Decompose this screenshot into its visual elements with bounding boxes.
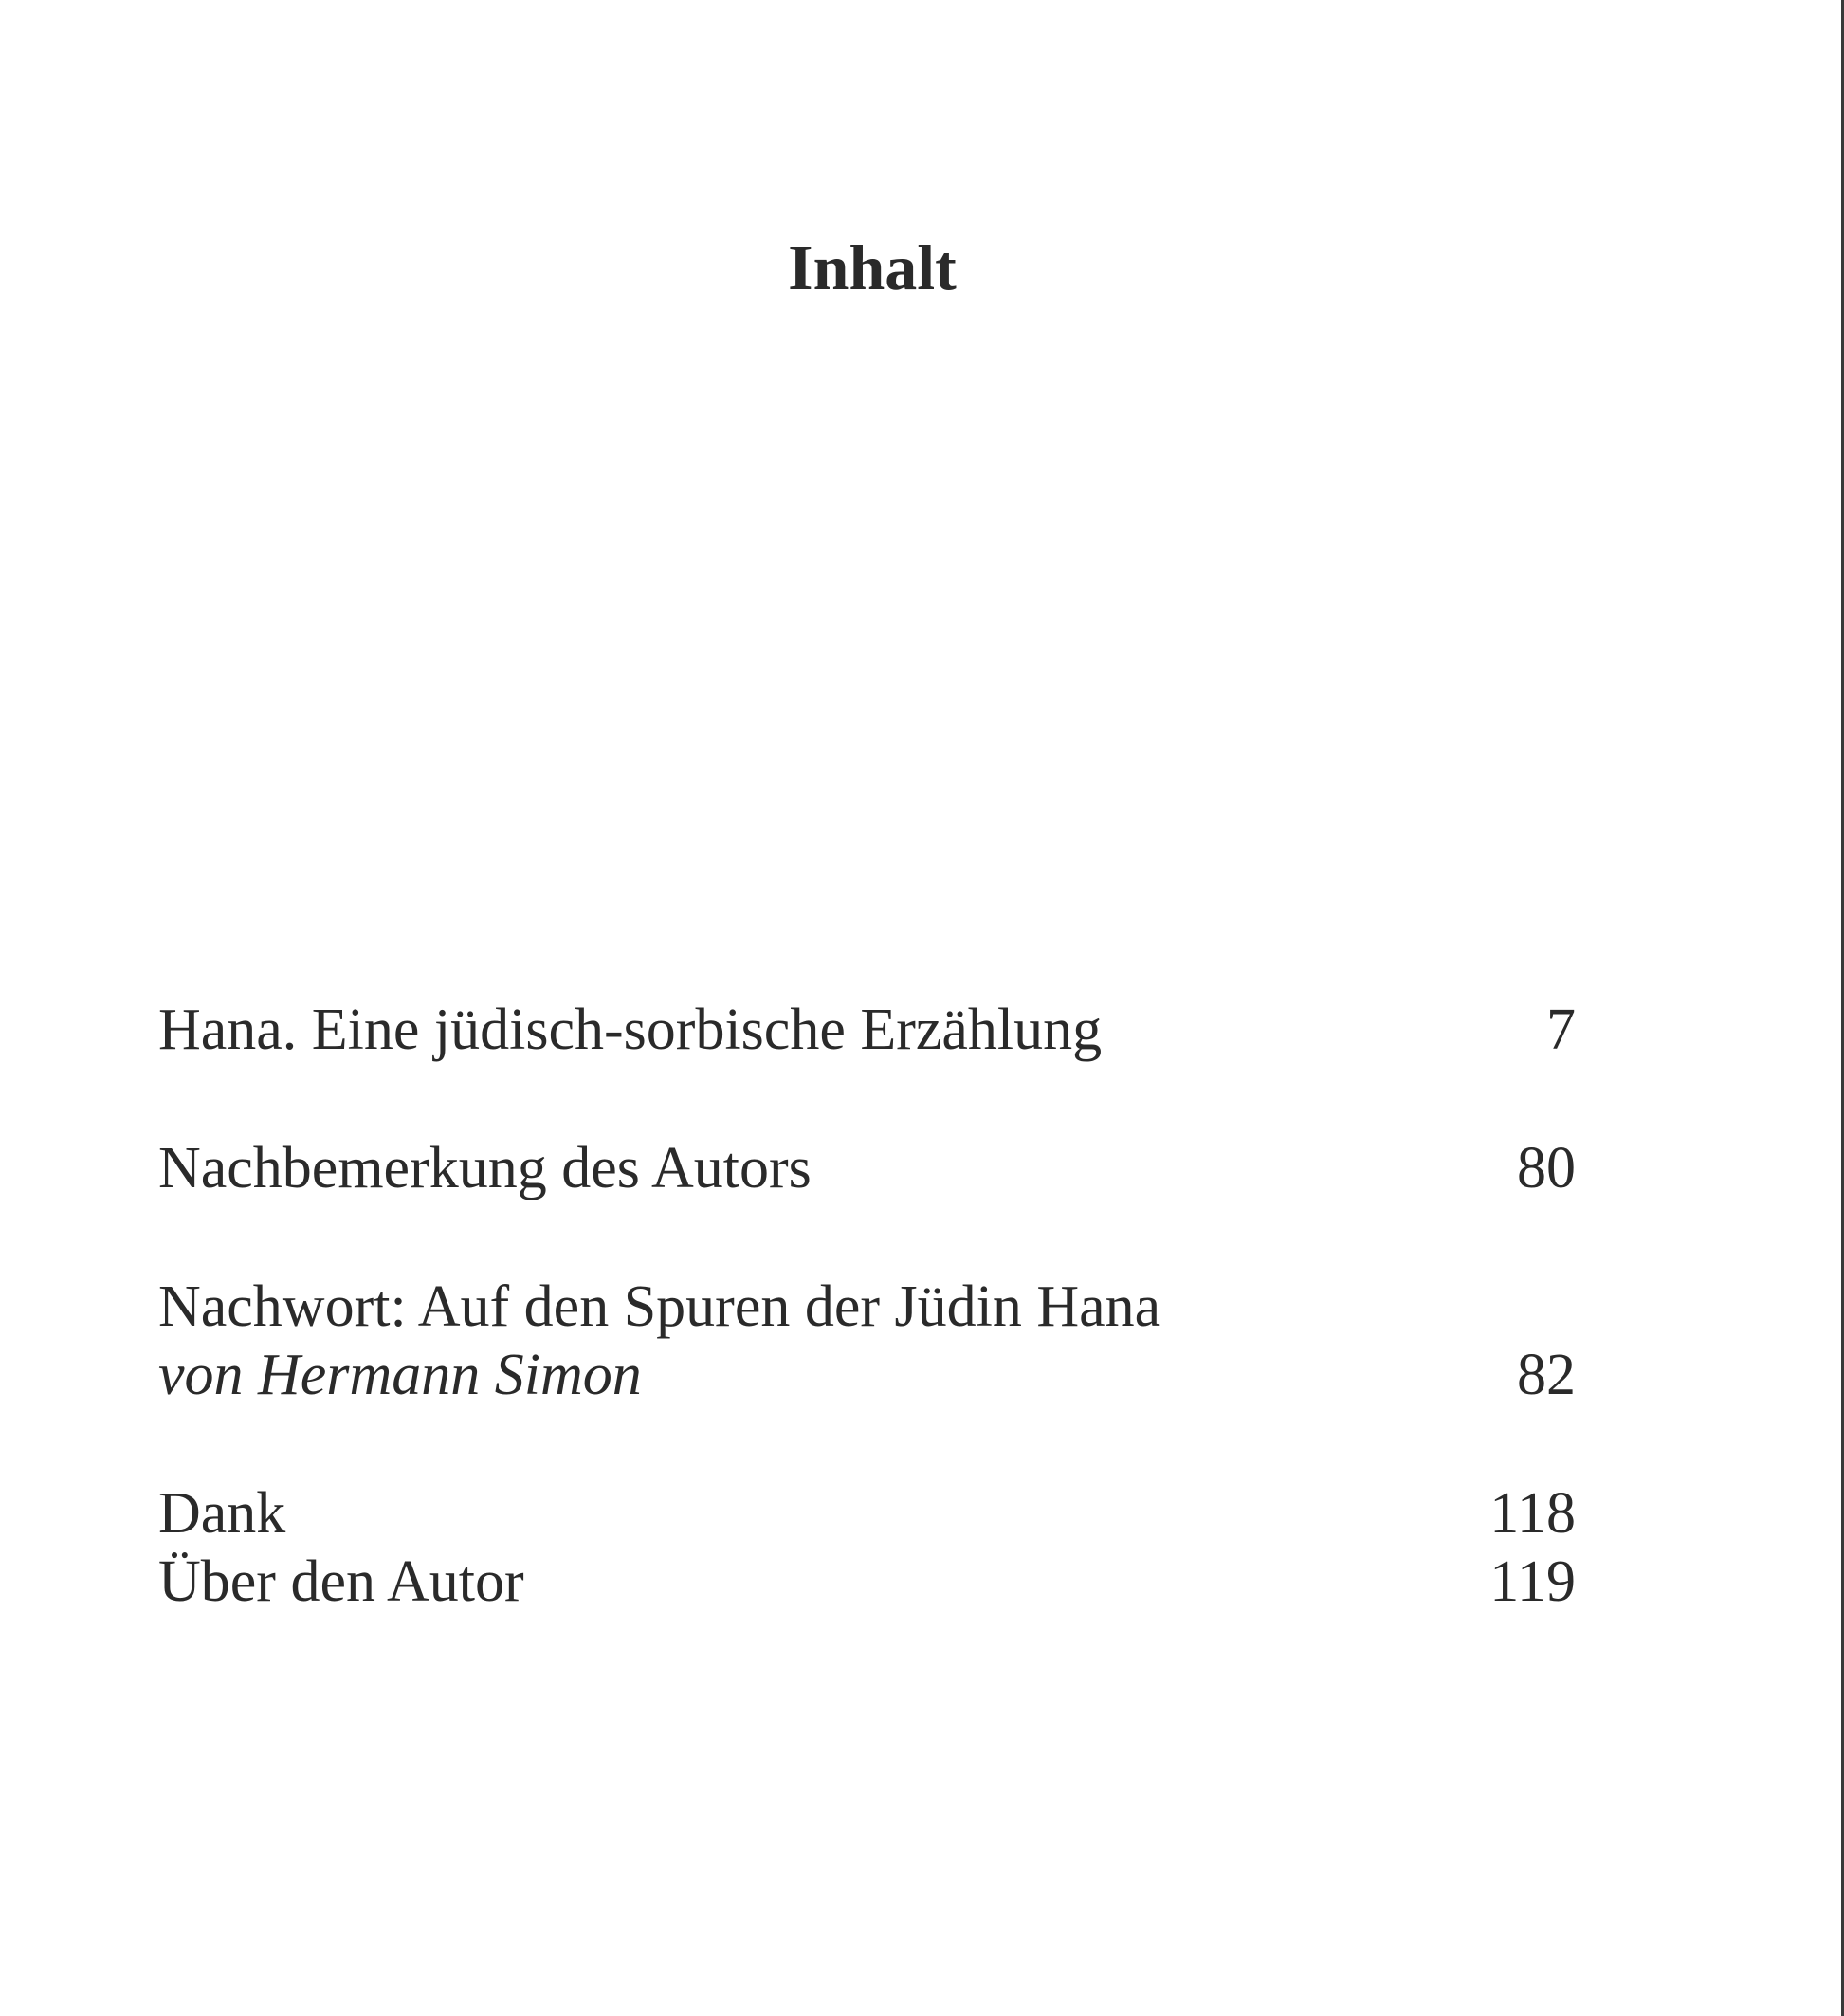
toc-entry-title: Dank bbox=[158, 1481, 286, 1546]
page-title: Inhalt bbox=[788, 231, 957, 303]
toc-entry-page: 80 bbox=[1517, 1136, 1576, 1200]
toc-entry bbox=[158, 996, 1576, 1064]
toc-entry-page: 7 bbox=[1546, 998, 1576, 1062]
toc-entry bbox=[158, 1548, 1576, 1616]
toc-entry bbox=[158, 1134, 1576, 1202]
toc-entry bbox=[158, 1479, 1576, 1548]
toc-entry-title: Über den Autor bbox=[158, 1549, 524, 1614]
toc-entry-title: Hana. Eine jüdisch-sorbische Erzählung bbox=[158, 998, 1103, 1062]
toc-entry-page: 119 bbox=[1489, 1549, 1576, 1614]
toc-entry-byline: von Hermann Simon bbox=[158, 1343, 642, 1407]
toc-entry-title: Nachwort: Auf den Spuren der Jüdin Hana bbox=[158, 1274, 1161, 1339]
toc-entry-page: 82 bbox=[1517, 1343, 1576, 1407]
toc-entry-page: 118 bbox=[1489, 1481, 1576, 1546]
toc-entry bbox=[158, 1273, 1576, 1341]
toc-entry-byline-row bbox=[158, 1341, 1576, 1409]
toc-entry-title: Nachbemerkung des Autors bbox=[158, 1136, 812, 1200]
